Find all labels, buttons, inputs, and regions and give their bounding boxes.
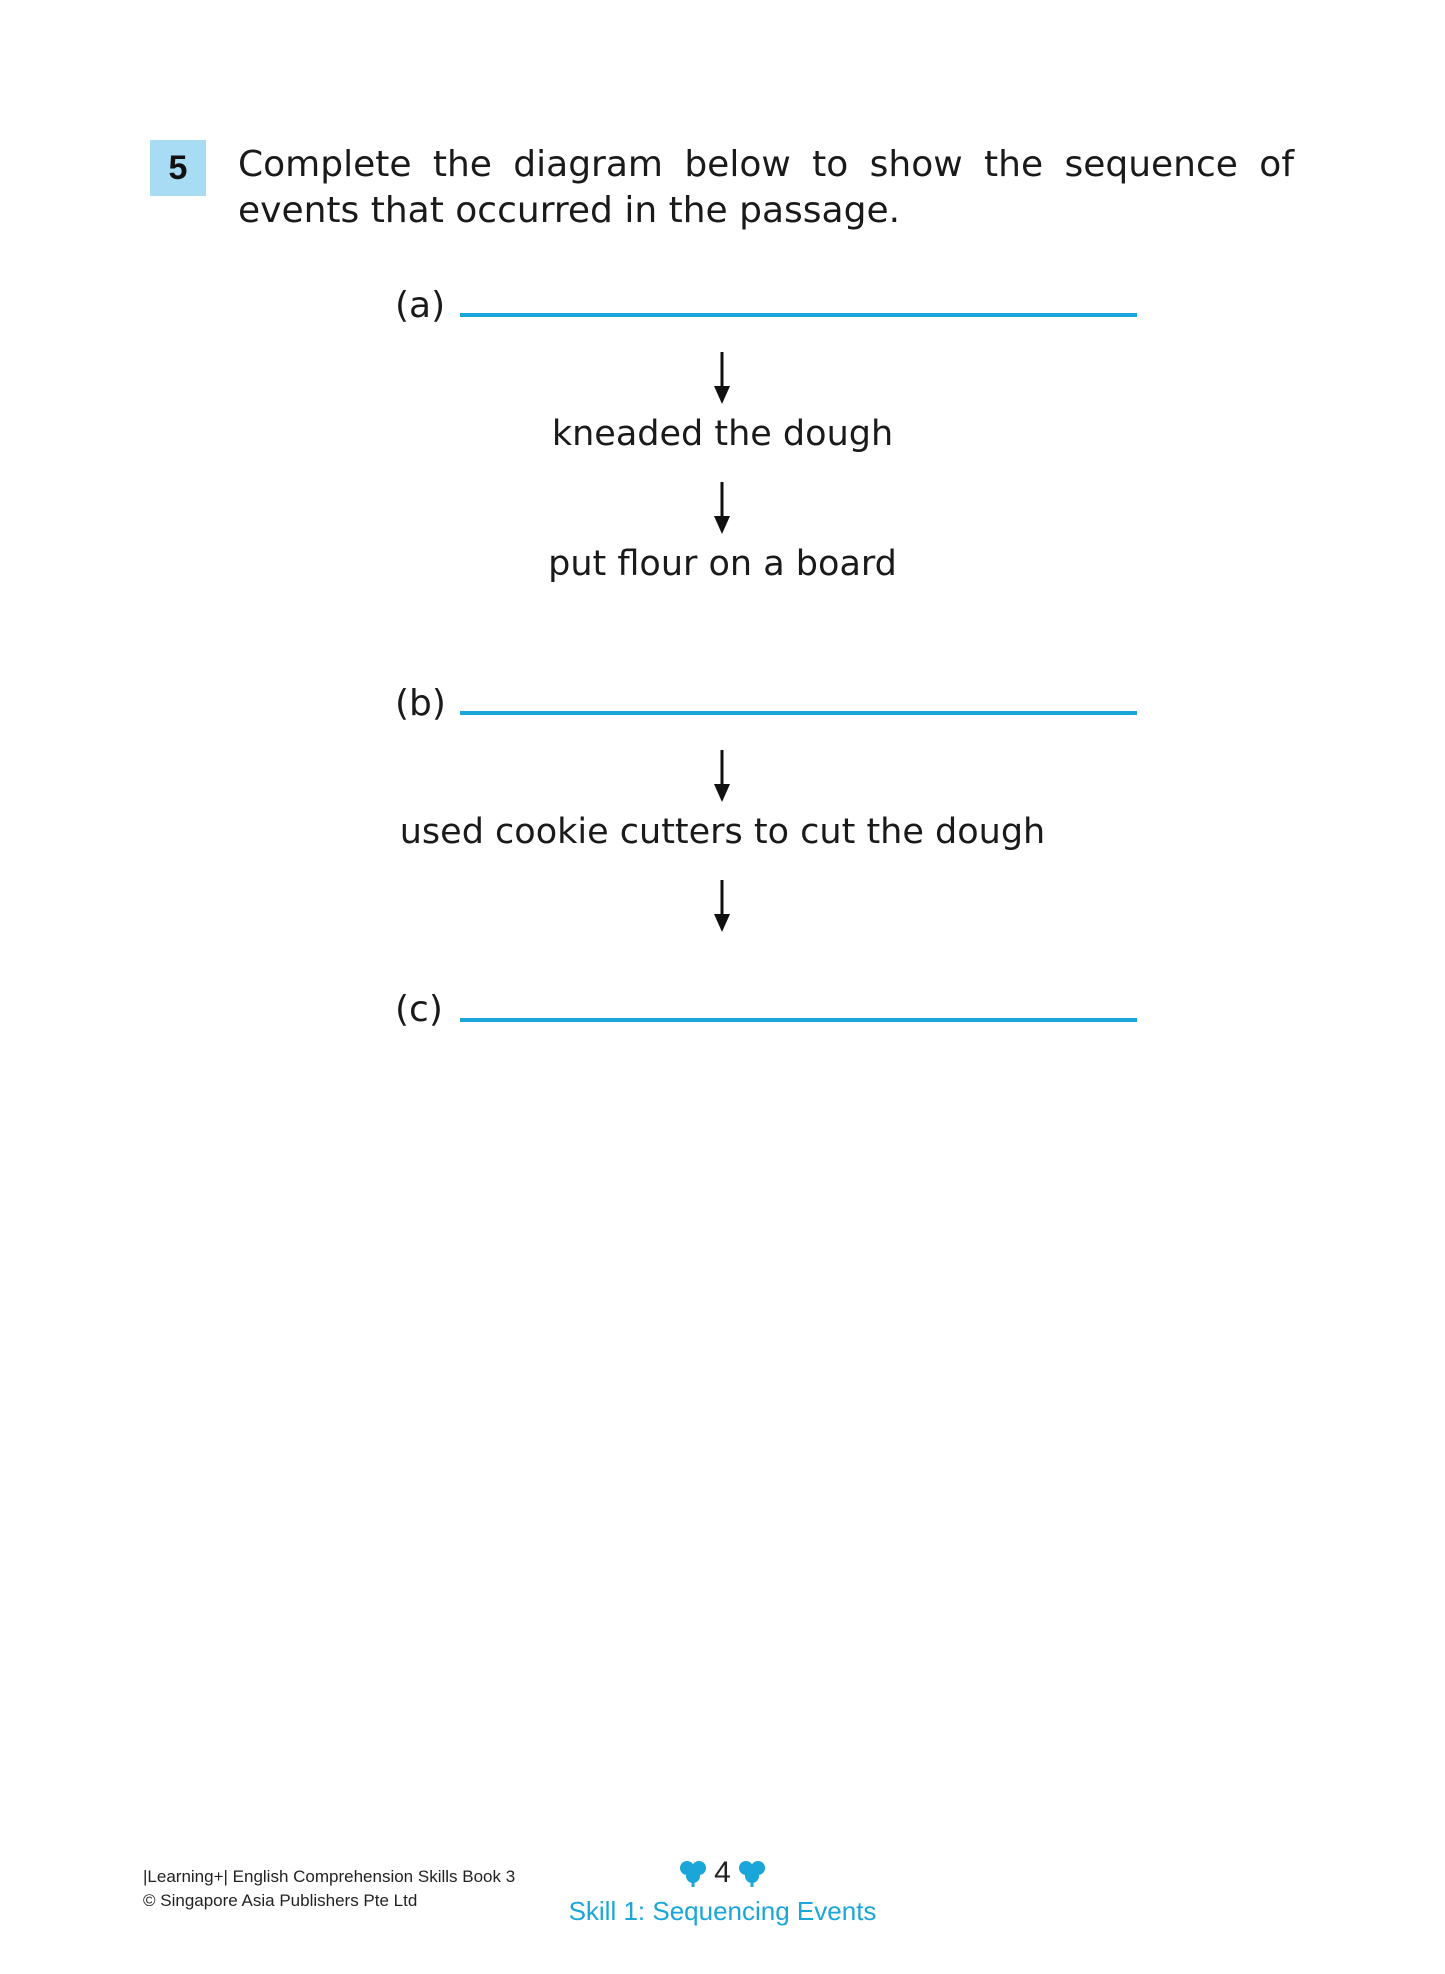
step-cookie-cutters-text: used cookie cutters to cut the dough <box>399 812 1046 852</box>
footer-page-info <box>0 1855 1445 1927</box>
answer-line-c[interactable] <box>460 1018 1137 1022</box>
answer-line-a[interactable] <box>460 313 1137 317</box>
answer-line-b[interactable] <box>460 711 1137 715</box>
step-kneaded-text: kneaded the dough <box>551 414 894 454</box>
page-number-row <box>678 1855 767 1891</box>
book-title: |Learning+| English Comprehension Skills Book 3 <box>143 1867 516 1886</box>
page-number: 4 <box>714 1856 731 1889</box>
question-text: Complete the diagram below to show the sequence of events that occurred in the passage. <box>238 144 1294 231</box>
blank-a-label: (a) <box>395 285 446 326</box>
arrow-down-icon <box>712 750 732 802</box>
step-flour-text: put flour on a board <box>548 544 897 584</box>
step-flour <box>0 543 1445 585</box>
clover-icon <box>678 1858 708 1888</box>
arrow-down-icon <box>712 352 732 404</box>
copyright: © Singapore Asia Publishers Pte Ltd <box>143 1891 418 1910</box>
clover-icon <box>737 1858 767 1888</box>
blank-c-label: (c) <box>395 989 443 1030</box>
arrow-down-icon <box>712 880 732 932</box>
step-cookie-cutters <box>0 811 1445 853</box>
blank-b-label: (b) <box>395 683 446 724</box>
question-number: 5 <box>150 140 206 196</box>
skill-title: Skill 1: Sequencing Events <box>568 1896 877 1926</box>
arrow-down-icon <box>712 482 732 534</box>
step-kneaded <box>0 413 1445 455</box>
